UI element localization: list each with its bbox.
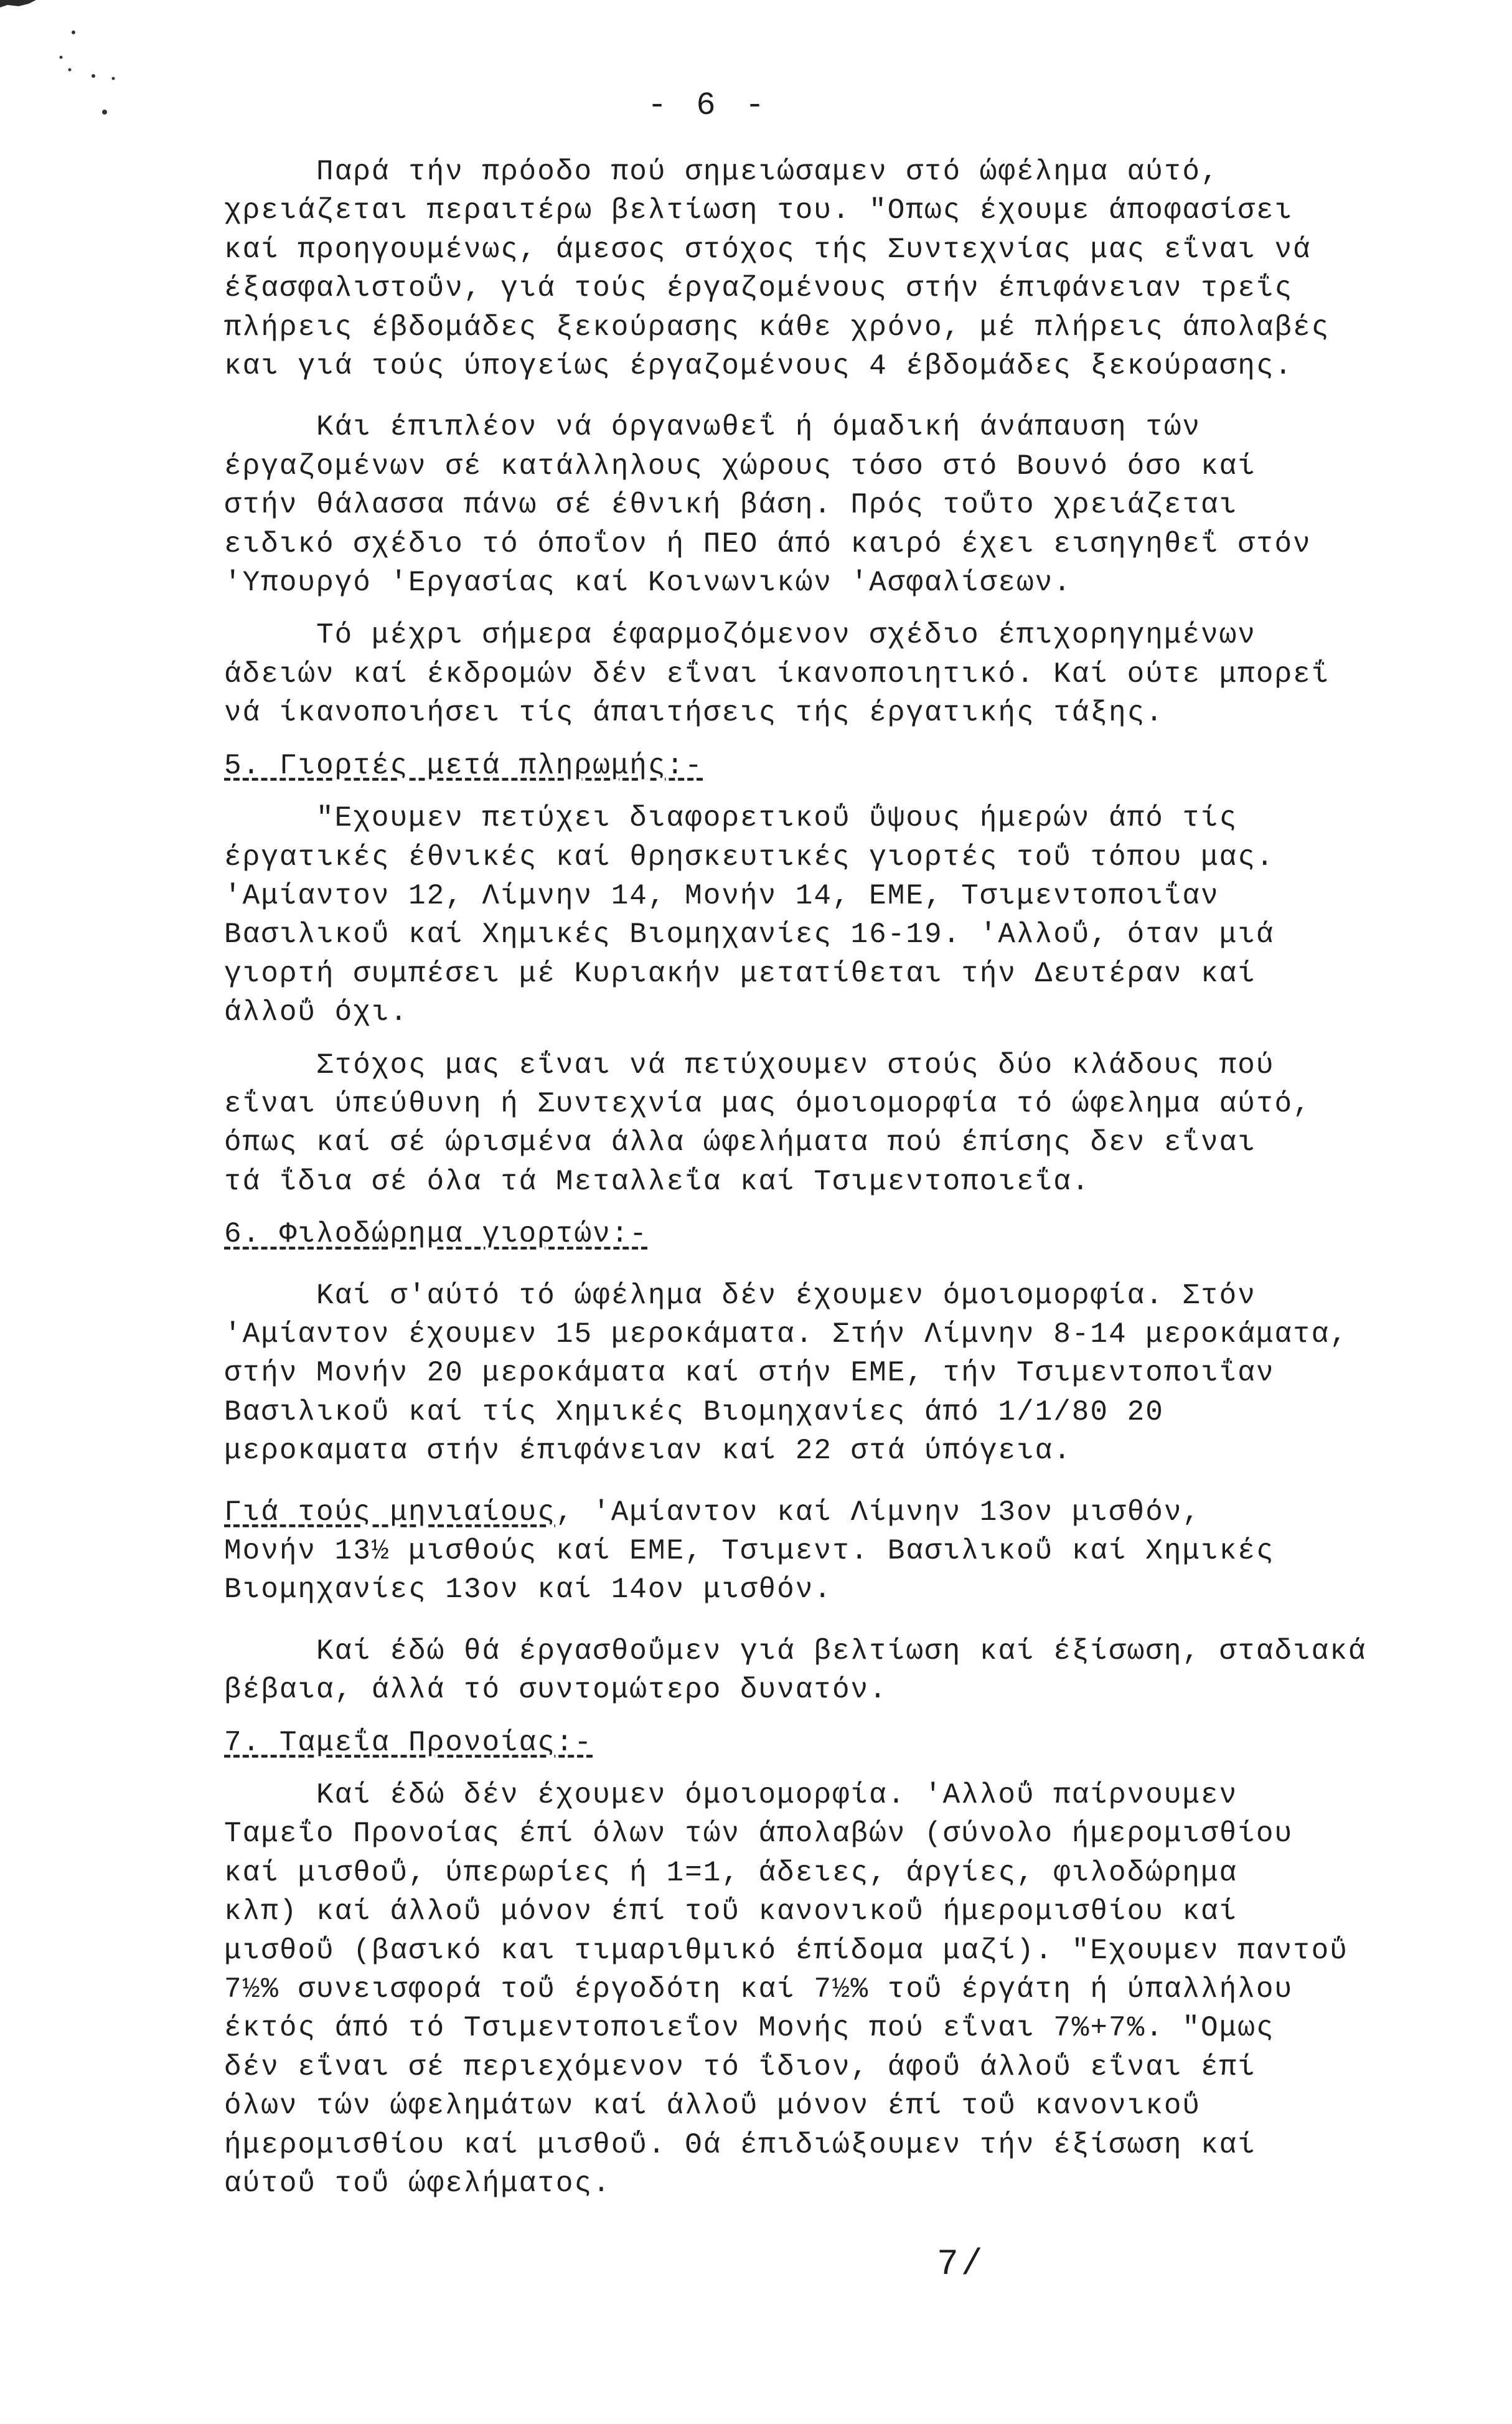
scan-specks <box>0 0 137 137</box>
section-heading-6: 6. Φιλοδώρημα γιορτών:- <box>224 1218 648 1251</box>
document-body <box>224 153 1388 2204</box>
monthly-staff-text: , 'Αμίαντον καί Λίμνην 13ον μισθόν, Μονήν 13½ μισθούς καί ΕΜΕ, Τσιμεντ. Βασιλικοΰ καί Χημικές Βιομηχανίες 13ον καί 14ον μισθόν. <box>224 1496 1275 1606</box>
monthly-staff-label: Γιά τούς μηνιαίους <box>224 1496 556 1529</box>
paragraph-subsidized-leave: Τό μέχρι σήμερα έφαρμοζόμενον σχέδιο έπιχορηγημένων άδειών καί έκδρομών δέν εΐναι ίκανοποιητικό. Καί ούτε μπορεΐ νά ίκανοποιήσει τίς άπαιτήσεις τής έργατικής τάξης. <box>224 619 1330 730</box>
paragraph-uniformity-goal: Στόχος μας εΐναι νά πετύχουμεν στούς δύο κλάδους πού εΐναι ύπεύθυνη ή Συντεχνία μας όμοιομορφία τό ώφελημα αύτό, όπως καί σέ ώρισμένα άλλα ώφελήματα πού έπίσης δεν εΐναι τά ΐδια σέ όλα τά Μεταλλεΐα καί Τσιμεντοποιεΐα. <box>224 1049 1312 1198</box>
section-heading-7: 7. Ταμεΐα Προνοίας:- <box>224 1726 593 1759</box>
paragraph-provident-funds: Καί έδώ δέν έχουμεν όμοιομορφία. 'Αλλοΰ παίρνουμεν Ταμεΐο Προνοίας έπί όλων τών άπολαβών (σύνολο ήμερομισθίου καί μισθοΰ, ύπερωρίες ή 1=1, άδειες, άργίες, φιλοδώρημα κλπ) καί άλλοΰ μόνον έπί τοΰ κανονικοΰ ήμερομισθίου καί μισθοΰ (βασικό και τιμαριθμικό έπίδομα μαζί). "Εχουμεν παντοΰ 7½% συνεισφορά τοΰ έργοδότη καί 7½% τοΰ έργάτη ή ύπαλλήλου έκτός άπό τό Τσιμεντοποιεΐον Μονής πού εΐναι 7%+7%. "Ομως δέν εΐναι σέ περιεχόμενον τό ΐδιον, άφοΰ άλλοΰ εΐναι έπί όλων τών ώφελημάτων καί άλλοΰ μόνον έπί τοΰ κανονικοΰ ήμερομισθίου καί μισθοΰ. Θά έπιδιώξουμεν τήν έξίσωση καί αύτοΰ τοΰ ώφελήματος. <box>224 1779 1348 2200</box>
section-heading-5: 5. Γιορτές μετά πληρωμής:- <box>224 749 703 782</box>
page-number: - 6 - <box>647 87 770 124</box>
paragraph-improvement-equalization: Καί έδώ θά έργασθοΰμεν γιά βελτίωση καί έξίσωση, σταδιακά βέβαια, άλλά τό συντομώτερο δυνατόν. <box>224 1634 1367 1707</box>
continuation-marker: 7/ <box>937 2245 985 2285</box>
paragraph-holidays-improvement: Παρά τήν πρόοδο πού σημειώσαμεν στό ώφέλημα αύτό, χρειάζεται περαιτέρω βελτίωση του. "Οπως έχουμε άποφασίσει καί προηγουμένως, άμεσος στόχος τής Συντεχνίας μας εΐναι νά έξασφαλιστοΰν, γιά τούς έργαζομένους στήν έπιφάνειαν τρεΐς πλήρεις έβδομάδες ξεκούρασης κάθε χρόνο, μέ πλήρεις άπολαβές και γιά τούς ύπογείως έργαζομένους 4 έβδομάδες ξεκούρασης. <box>224 156 1330 383</box>
paragraph-collective-rest: Κάι έπιπλέον νά όργανωθεΐ ή όμαδική άνάπαυση τών έργαζομένων σέ κατάλληλους χώρους τόσο στό Βουνό όσο καί στήν θάλασσα πάνω σέ έθνική βάση. Πρός τοΰτο χρειάζεται ειδικό σχέδιο τό όποΐον ή ΠΕΟ άπό καιρό έχει εισηγηθεΐ στόν 'Υπουργό 'Εργασίας καί Κοινωνικών 'Ασφαλίσεων. <box>224 411 1312 600</box>
paragraph-paid-holidays: "Εχουμεν πετύχει διαφορετικοΰ ΰψους ήμερών άπό τίς έργατικές έθνικές καί θρησκευτικές γιορτές τοΰ τόπου μας. 'Αμίαντον 12, Λίμνην 14, Μονήν 14, ΕΜΕ, Τσιμεντοποιΐαν Βασιλικοΰ καί Χημικές Βιομηχανίες 16-19. 'Αλλοΰ, όταν μιά γιορτή συμπέσει μέ Κυριακήν μετατίθεται τήν Δευτέραν καί άλλοΰ όχι. <box>224 802 1275 1029</box>
paragraph-holiday-bonus: Καί σ'αύτό τό ώφέλημα δέν έχουμεν όμοιομορφία. Στόν 'Αμίαντον έχουμεν 15 μεροκάματα. Στήν Λίμνην 8-14 μεροκάματα, στήν Μονήν 20 μεροκάματα καί στήν ΕΜΕ, τήν Τσιμεντοποιΐαν Βασιλικοΰ καί τίς Χημικές Βιομηχανίες άπό 1/1/80 20 μεροκαματα στήν έπιφάνειαν καί 22 στά ύπόγεια. <box>224 1279 1348 1468</box>
paragraph-monthly-staff <box>224 1493 1388 1610</box>
